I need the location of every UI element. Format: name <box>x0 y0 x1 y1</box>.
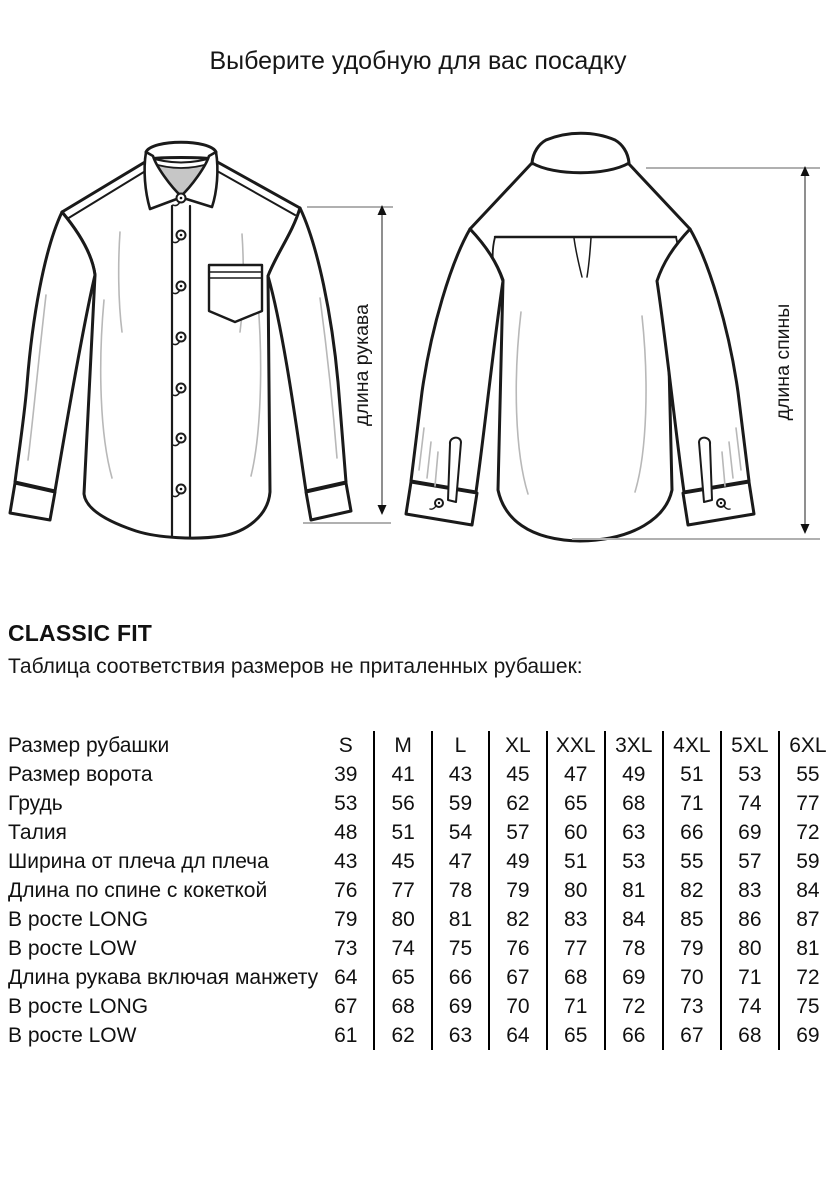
size-value-cell: 51 <box>547 847 605 876</box>
table-row <box>8 876 836 905</box>
section-heading: CLASSIC FIT <box>8 620 153 646</box>
shirt-diagrams <box>0 115 836 595</box>
size-value-cell: 65 <box>374 963 431 992</box>
size-value-cell: 83 <box>721 876 779 905</box>
size-value-cell: 71 <box>547 992 605 1021</box>
size-value-cell: 67 <box>334 995 358 1018</box>
size-value-cell: 84 <box>779 876 836 905</box>
size-value-cell: 83 <box>547 905 605 934</box>
chest-pocket <box>209 265 262 322</box>
size-value-cell: 87 <box>779 905 836 934</box>
size-value-cell: 77 <box>779 789 836 818</box>
row-label: В росте LOW <box>8 1024 137 1047</box>
size-value-cell: 68 <box>721 1021 779 1050</box>
size-value-cell: 76 <box>334 879 358 902</box>
shirt-front-drawing <box>10 142 351 538</box>
size-value-cell: 78 <box>432 876 489 905</box>
size-value-cell: 64 <box>489 1021 546 1050</box>
size-value-cell: 79 <box>489 876 546 905</box>
size-value-cell: 43 <box>432 760 489 789</box>
size-value-cell: 70 <box>489 992 546 1021</box>
size-value-cell: 55 <box>779 760 836 789</box>
row-label: Грудь <box>8 792 63 815</box>
size-column-header: S <box>338 734 353 757</box>
size-value-cell: 75 <box>779 992 836 1021</box>
size-value-cell: 62 <box>489 789 546 818</box>
size-value-cell: 66 <box>605 1021 663 1050</box>
size-value-cell: 74 <box>721 992 779 1021</box>
size-value-cell: 73 <box>663 992 721 1021</box>
size-value-cell: 80 <box>374 905 431 934</box>
size-value-cell: 81 <box>432 905 489 934</box>
sleeve-length-label: длина рукава <box>351 304 373 426</box>
size-table-body <box>8 731 836 1050</box>
size-value-cell: 81 <box>779 934 836 963</box>
size-value-cell: 73 <box>334 937 358 960</box>
size-value-cell: 53 <box>605 847 663 876</box>
size-value-cell: 54 <box>432 818 489 847</box>
table-row <box>8 1021 836 1050</box>
size-column-header: M <box>374 731 431 760</box>
size-value-cell: 69 <box>721 818 779 847</box>
size-value-cell: 71 <box>721 963 779 992</box>
size-value-cell: 43 <box>334 850 358 873</box>
size-value-cell: 71 <box>663 789 721 818</box>
size-value-cell: 63 <box>432 1021 489 1050</box>
table-row <box>8 992 836 1021</box>
size-value-cell: 57 <box>489 818 546 847</box>
table-row <box>8 760 836 789</box>
back-length-label: длина спины <box>772 303 794 421</box>
row-label: В росте LONG <box>8 908 149 931</box>
size-column-header: XXL <box>547 731 605 760</box>
size-value-cell: 47 <box>547 760 605 789</box>
size-value-cell: 67 <box>489 963 546 992</box>
size-value-cell: 49 <box>605 760 663 789</box>
size-value-cell: 82 <box>489 905 546 934</box>
size-value-cell: 53 <box>721 760 779 789</box>
size-value-cell: 68 <box>374 992 431 1021</box>
section-subtitle: Таблица соответствия размеров не приталенных рубашек: <box>8 655 583 678</box>
size-value-cell: 72 <box>779 963 836 992</box>
size-value-cell: 68 <box>547 963 605 992</box>
size-column-header: L <box>432 731 489 760</box>
size-value-cell: 68 <box>605 789 663 818</box>
size-value-cell: 77 <box>547 934 605 963</box>
size-value-cell: 66 <box>663 818 721 847</box>
size-value-cell: 78 <box>605 934 663 963</box>
row-label: Талия <box>8 821 67 844</box>
size-value-cell: 72 <box>605 992 663 1021</box>
table-row <box>8 789 836 818</box>
row-label: Длина рукава включая манжету <box>8 966 319 989</box>
size-value-cell: 81 <box>605 876 663 905</box>
size-value-cell: 49 <box>489 847 546 876</box>
size-value-cell: 55 <box>663 847 721 876</box>
size-value-cell: 80 <box>721 934 779 963</box>
size-value-cell: 51 <box>374 818 431 847</box>
size-value-cell: 79 <box>663 934 721 963</box>
table-row <box>8 934 836 963</box>
size-value-cell: 82 <box>663 876 721 905</box>
size-value-cell: 59 <box>779 847 836 876</box>
size-value-cell: 57 <box>721 847 779 876</box>
row-label: Размер ворота <box>8 763 153 786</box>
back-collar <box>532 133 629 173</box>
row-label: Ширина от плеча дл плеча <box>8 850 269 873</box>
size-guide-diagram <box>0 115 836 595</box>
size-value-cell: 48 <box>334 821 358 844</box>
row-label: Размер рубашки <box>8 734 170 757</box>
size-value-cell: 72 <box>779 818 836 847</box>
size-value-cell: 41 <box>374 760 431 789</box>
size-value-cell: 69 <box>605 963 663 992</box>
size-value-cell: 67 <box>663 1021 721 1050</box>
size-value-cell: 69 <box>432 992 489 1021</box>
size-value-cell: 64 <box>334 966 358 989</box>
size-value-cell: 79 <box>334 908 358 931</box>
size-value-cell: 75 <box>432 934 489 963</box>
size-value-cell: 69 <box>779 1021 836 1050</box>
size-column-header: 4XL <box>663 731 721 760</box>
size-value-cell: 65 <box>547 789 605 818</box>
size-value-cell: 84 <box>605 905 663 934</box>
table-row <box>8 847 836 876</box>
size-value-cell: 65 <box>547 1021 605 1050</box>
size-value-cell: 45 <box>489 760 546 789</box>
size-value-cell: 76 <box>489 934 546 963</box>
shirt-back-drawing <box>406 133 754 541</box>
size-value-cell: 56 <box>374 789 431 818</box>
size-table <box>8 731 836 1050</box>
table-row <box>8 963 836 992</box>
size-value-cell: 61 <box>334 1024 358 1047</box>
size-table-wrap <box>8 731 836 1050</box>
size-column-header: 5XL <box>721 731 779 760</box>
size-value-cell: 60 <box>547 818 605 847</box>
size-value-cell: 74 <box>374 934 431 963</box>
size-value-cell: 63 <box>605 818 663 847</box>
table-row <box>8 905 836 934</box>
size-value-cell: 77 <box>374 876 431 905</box>
page-title: Выберите удобную для вас посадку <box>209 47 627 75</box>
row-label: В росте LONG <box>8 995 149 1018</box>
size-value-cell: 70 <box>663 963 721 992</box>
size-value-cell: 80 <box>547 876 605 905</box>
size-value-cell: 51 <box>663 760 721 789</box>
size-column-header: 3XL <box>605 731 663 760</box>
table-row <box>8 818 836 847</box>
row-label: Длина по спине с кокеткой <box>8 879 268 902</box>
size-value-cell: 47 <box>432 847 489 876</box>
size-value-cell: 39 <box>334 763 358 786</box>
size-column-header: 6XL <box>779 731 836 760</box>
size-value-cell: 66 <box>432 963 489 992</box>
size-value-cell: 86 <box>721 905 779 934</box>
size-value-cell: 85 <box>663 905 721 934</box>
size-value-cell: 59 <box>432 789 489 818</box>
size-value-cell: 62 <box>374 1021 431 1050</box>
size-value-cell: 74 <box>721 789 779 818</box>
table-header-row <box>8 731 836 760</box>
size-column-header: XL <box>489 731 546 760</box>
size-value-cell: 53 <box>334 792 358 815</box>
size-value-cell: 45 <box>374 847 431 876</box>
row-label: В росте LOW <box>8 937 137 960</box>
